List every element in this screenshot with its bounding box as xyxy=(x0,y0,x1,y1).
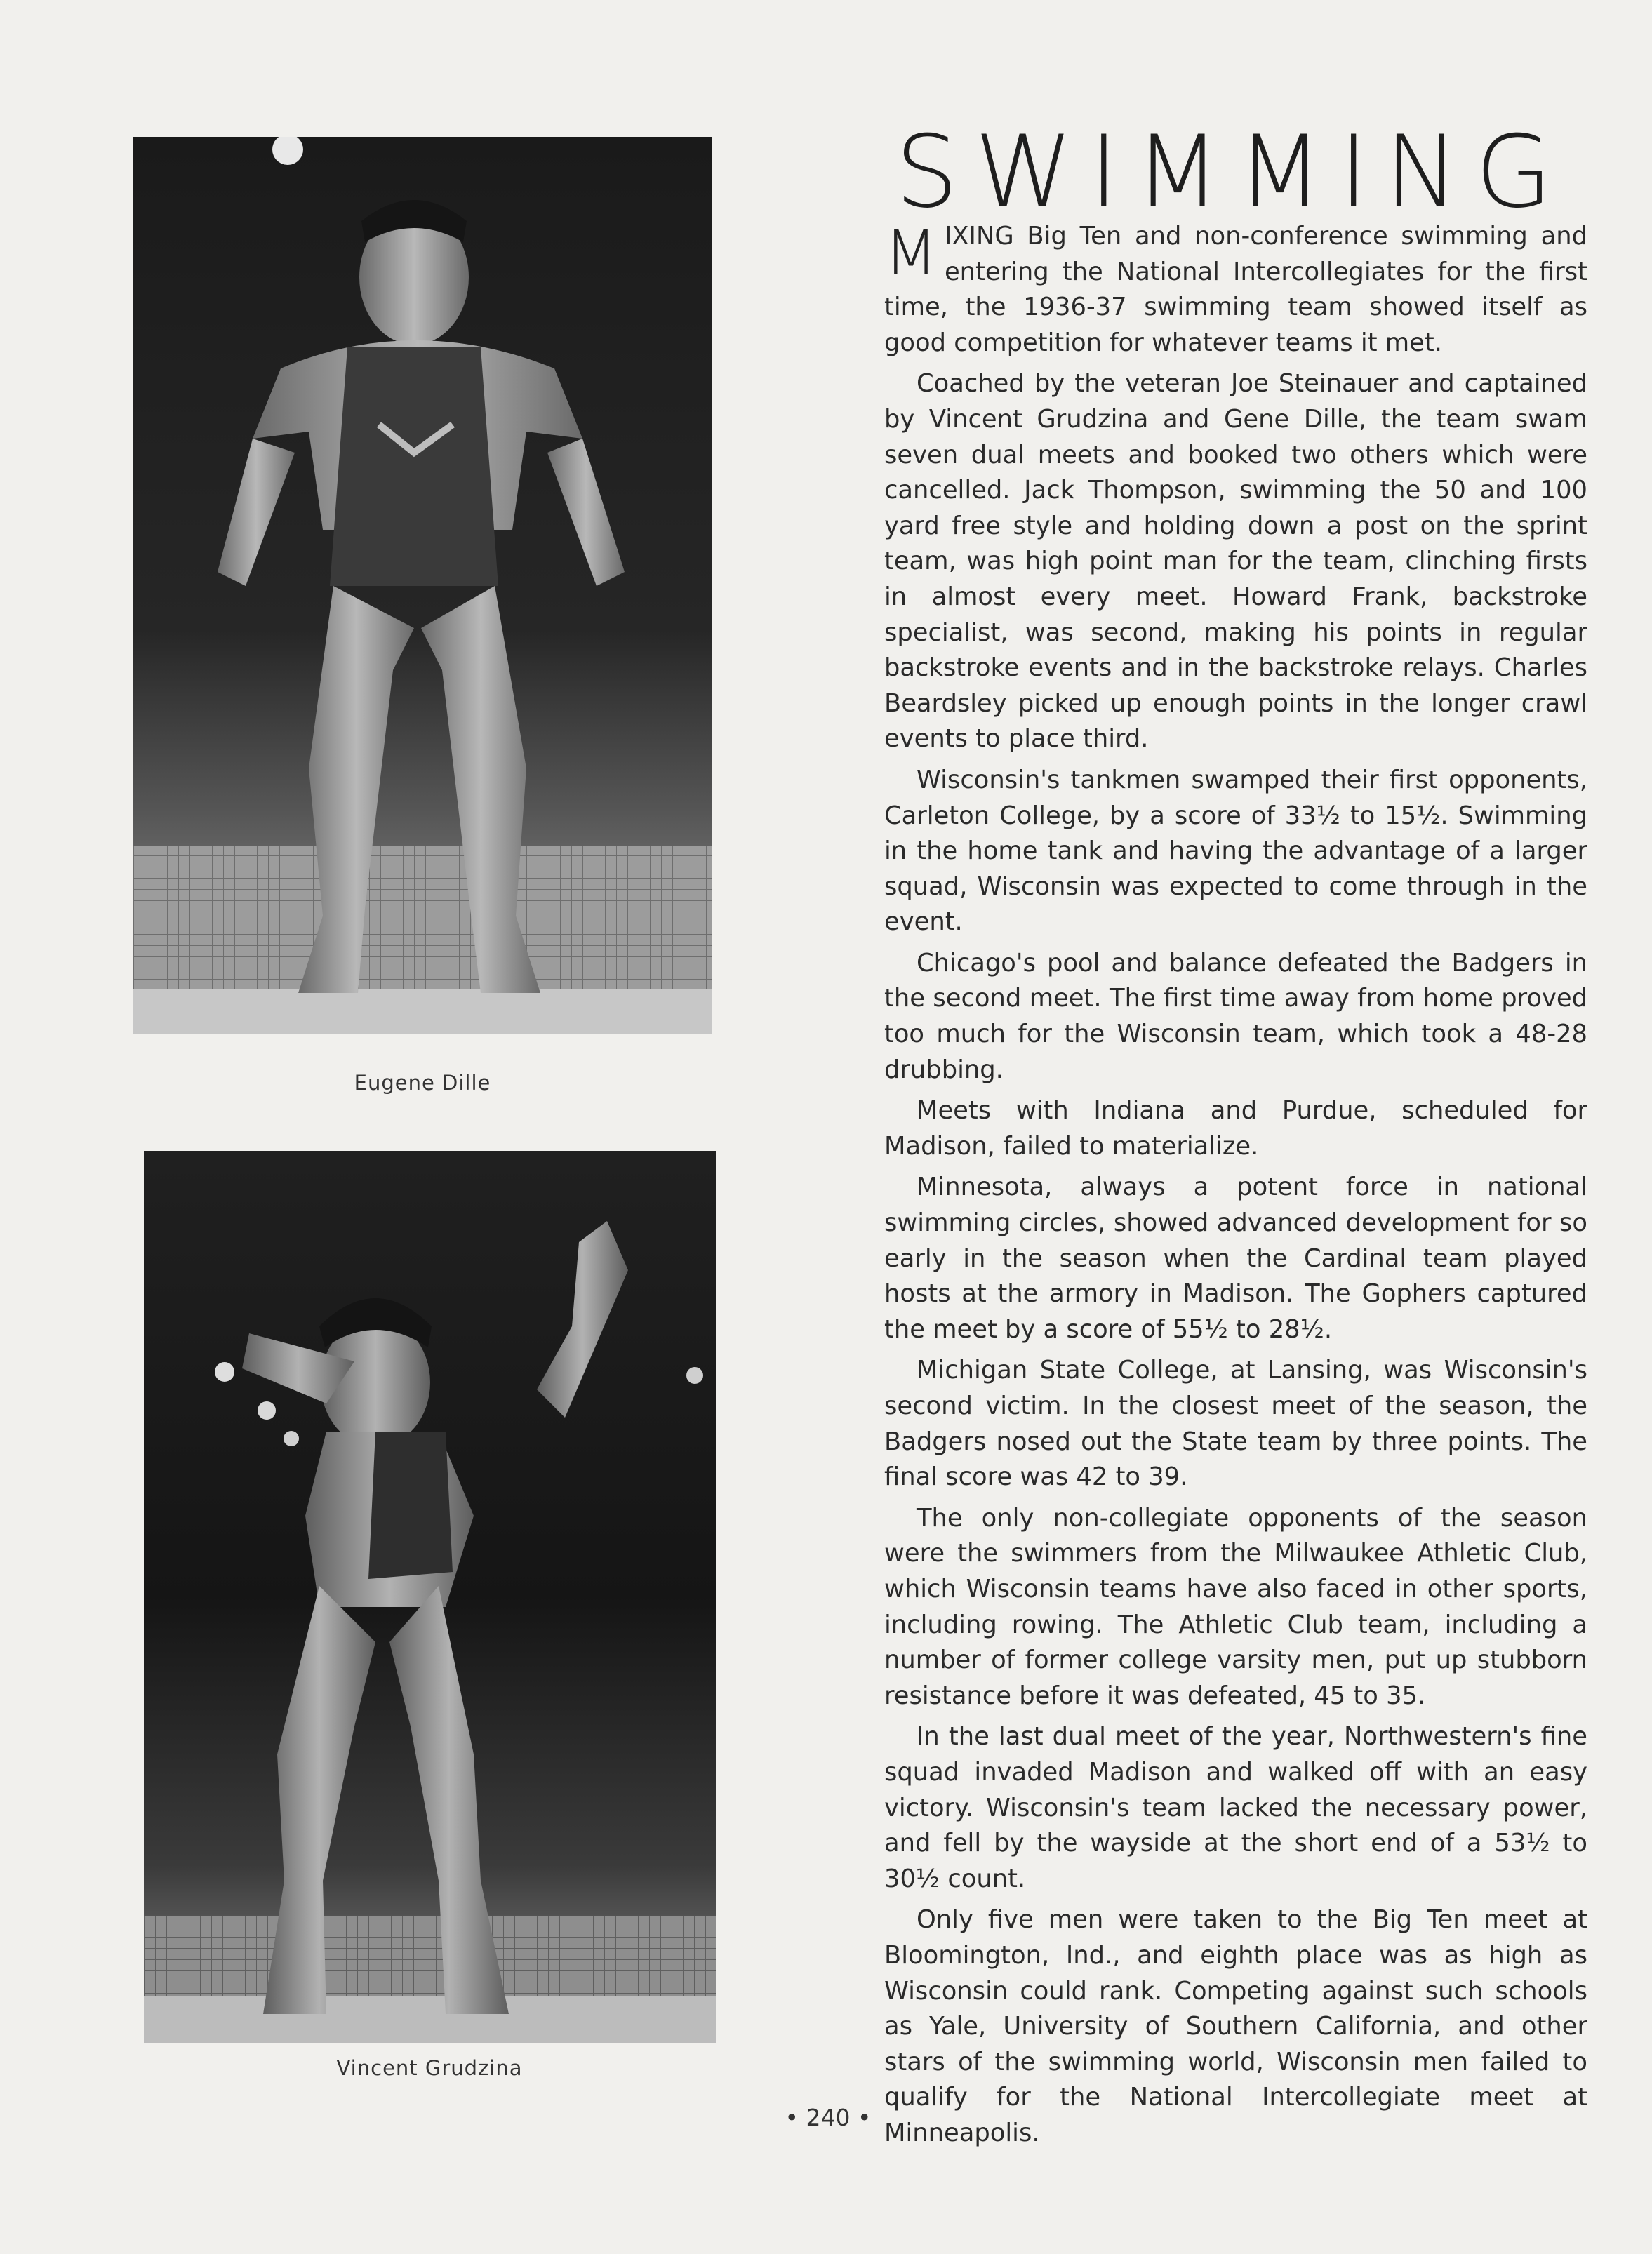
article-paragraph: The only non-collegiate opponents of the season were the swimmers from the Milwaukee Athletic Club, which Wisconsin teams have also faced in other sports, including rowing. The Athletic Club team, including a number of former college varsity men, put up stubborn resistance before it was defeated, 45 to 35. xyxy=(884,1503,1587,1710)
photo-caption-2: Vincent Grudzina xyxy=(336,2056,523,2080)
photo-vincent-grudzina xyxy=(144,1151,716,2043)
article-paragraph: Coached by the veteran Joe Steinauer and captained by Vincent Grudzina and Gene Dille, the team swam seven dual meets and booked two others which were cancelled. Jack Thompson, swimming the 50 and 100 yard free style and holding down a post on the sprint team, was high point man for the team, clinching firsts in almost every meet. Howard Frank, backstroke specialist, was second, making his points in regular backstroke events and in the backstroke relays. Charles Beardsley picked up enough points in the longer crawl events to place third. xyxy=(884,369,1587,754)
photo-eugene-dille xyxy=(133,137,712,1034)
article-paragraph: Wisconsin's tankmen swamped their first opponents, Carleton College, by a score of 33½ to 15½. Swimming in the home tank and having the advantage of a larger squad, Wisconsin was expected to come through in the event. xyxy=(884,765,1587,937)
article-body xyxy=(884,217,1587,2147)
drop-cap: M xyxy=(884,217,938,289)
article-paragraph: Chicago's pool and balance defeated the Badgers in the second meet. The first time away from home proved too much for the Wisconsin team, which took a 48-28 drubbing. xyxy=(884,948,1587,1084)
article-paragraph: Michigan State College, at Lansing, was Wisconsin's second victim. In the closest meet of the season, the Badgers nosed out the State team by three points. The final score was 42 to 39. xyxy=(884,1356,1587,1492)
page-number: • 240 • xyxy=(785,2104,872,2131)
photo-caption-1: Eugene Dille xyxy=(354,1071,491,1095)
page-title: SWIMMING xyxy=(895,114,1568,230)
article-paragraph: Meets with Indiana and Purdue, scheduled for Madison, failed to materialize. xyxy=(884,1096,1587,1161)
article-paragraph: In the last dual meet of the year, Northwestern's fine squad invaded Madison and walked off with an easy victory. Wisconsin's team lacked the necessary power, and fell by the wayside at the short end of a 53½ to 30½ count. xyxy=(884,1722,1587,1893)
article-paragraph: Minnesota, always a potent force in national swimming circles, showed advanced development for so early in the season when the Cardinal team played hosts at the armory in Madison. The Gophers captured the meet by a score of 55½ to 28½. xyxy=(884,1173,1587,1344)
article-paragraph: MIXING Big Ten and non-conference swimming and entering the National Intercollegiates for the first time, the 1936-37 swimming team showed itself as good competition for whatever teams it met. xyxy=(884,217,1587,357)
article-paragraph: Only five men were taken to the Big Ten meet at Bloomington, Ind., and eighth place was as high as Wisconsin could rank. Competing against such schools as Yale, University of Southern California, and other stars of the swimming world, Wisconsin men failed to qualify for the National Intercollegiate meet at Minneapolis. xyxy=(884,1905,1587,2147)
